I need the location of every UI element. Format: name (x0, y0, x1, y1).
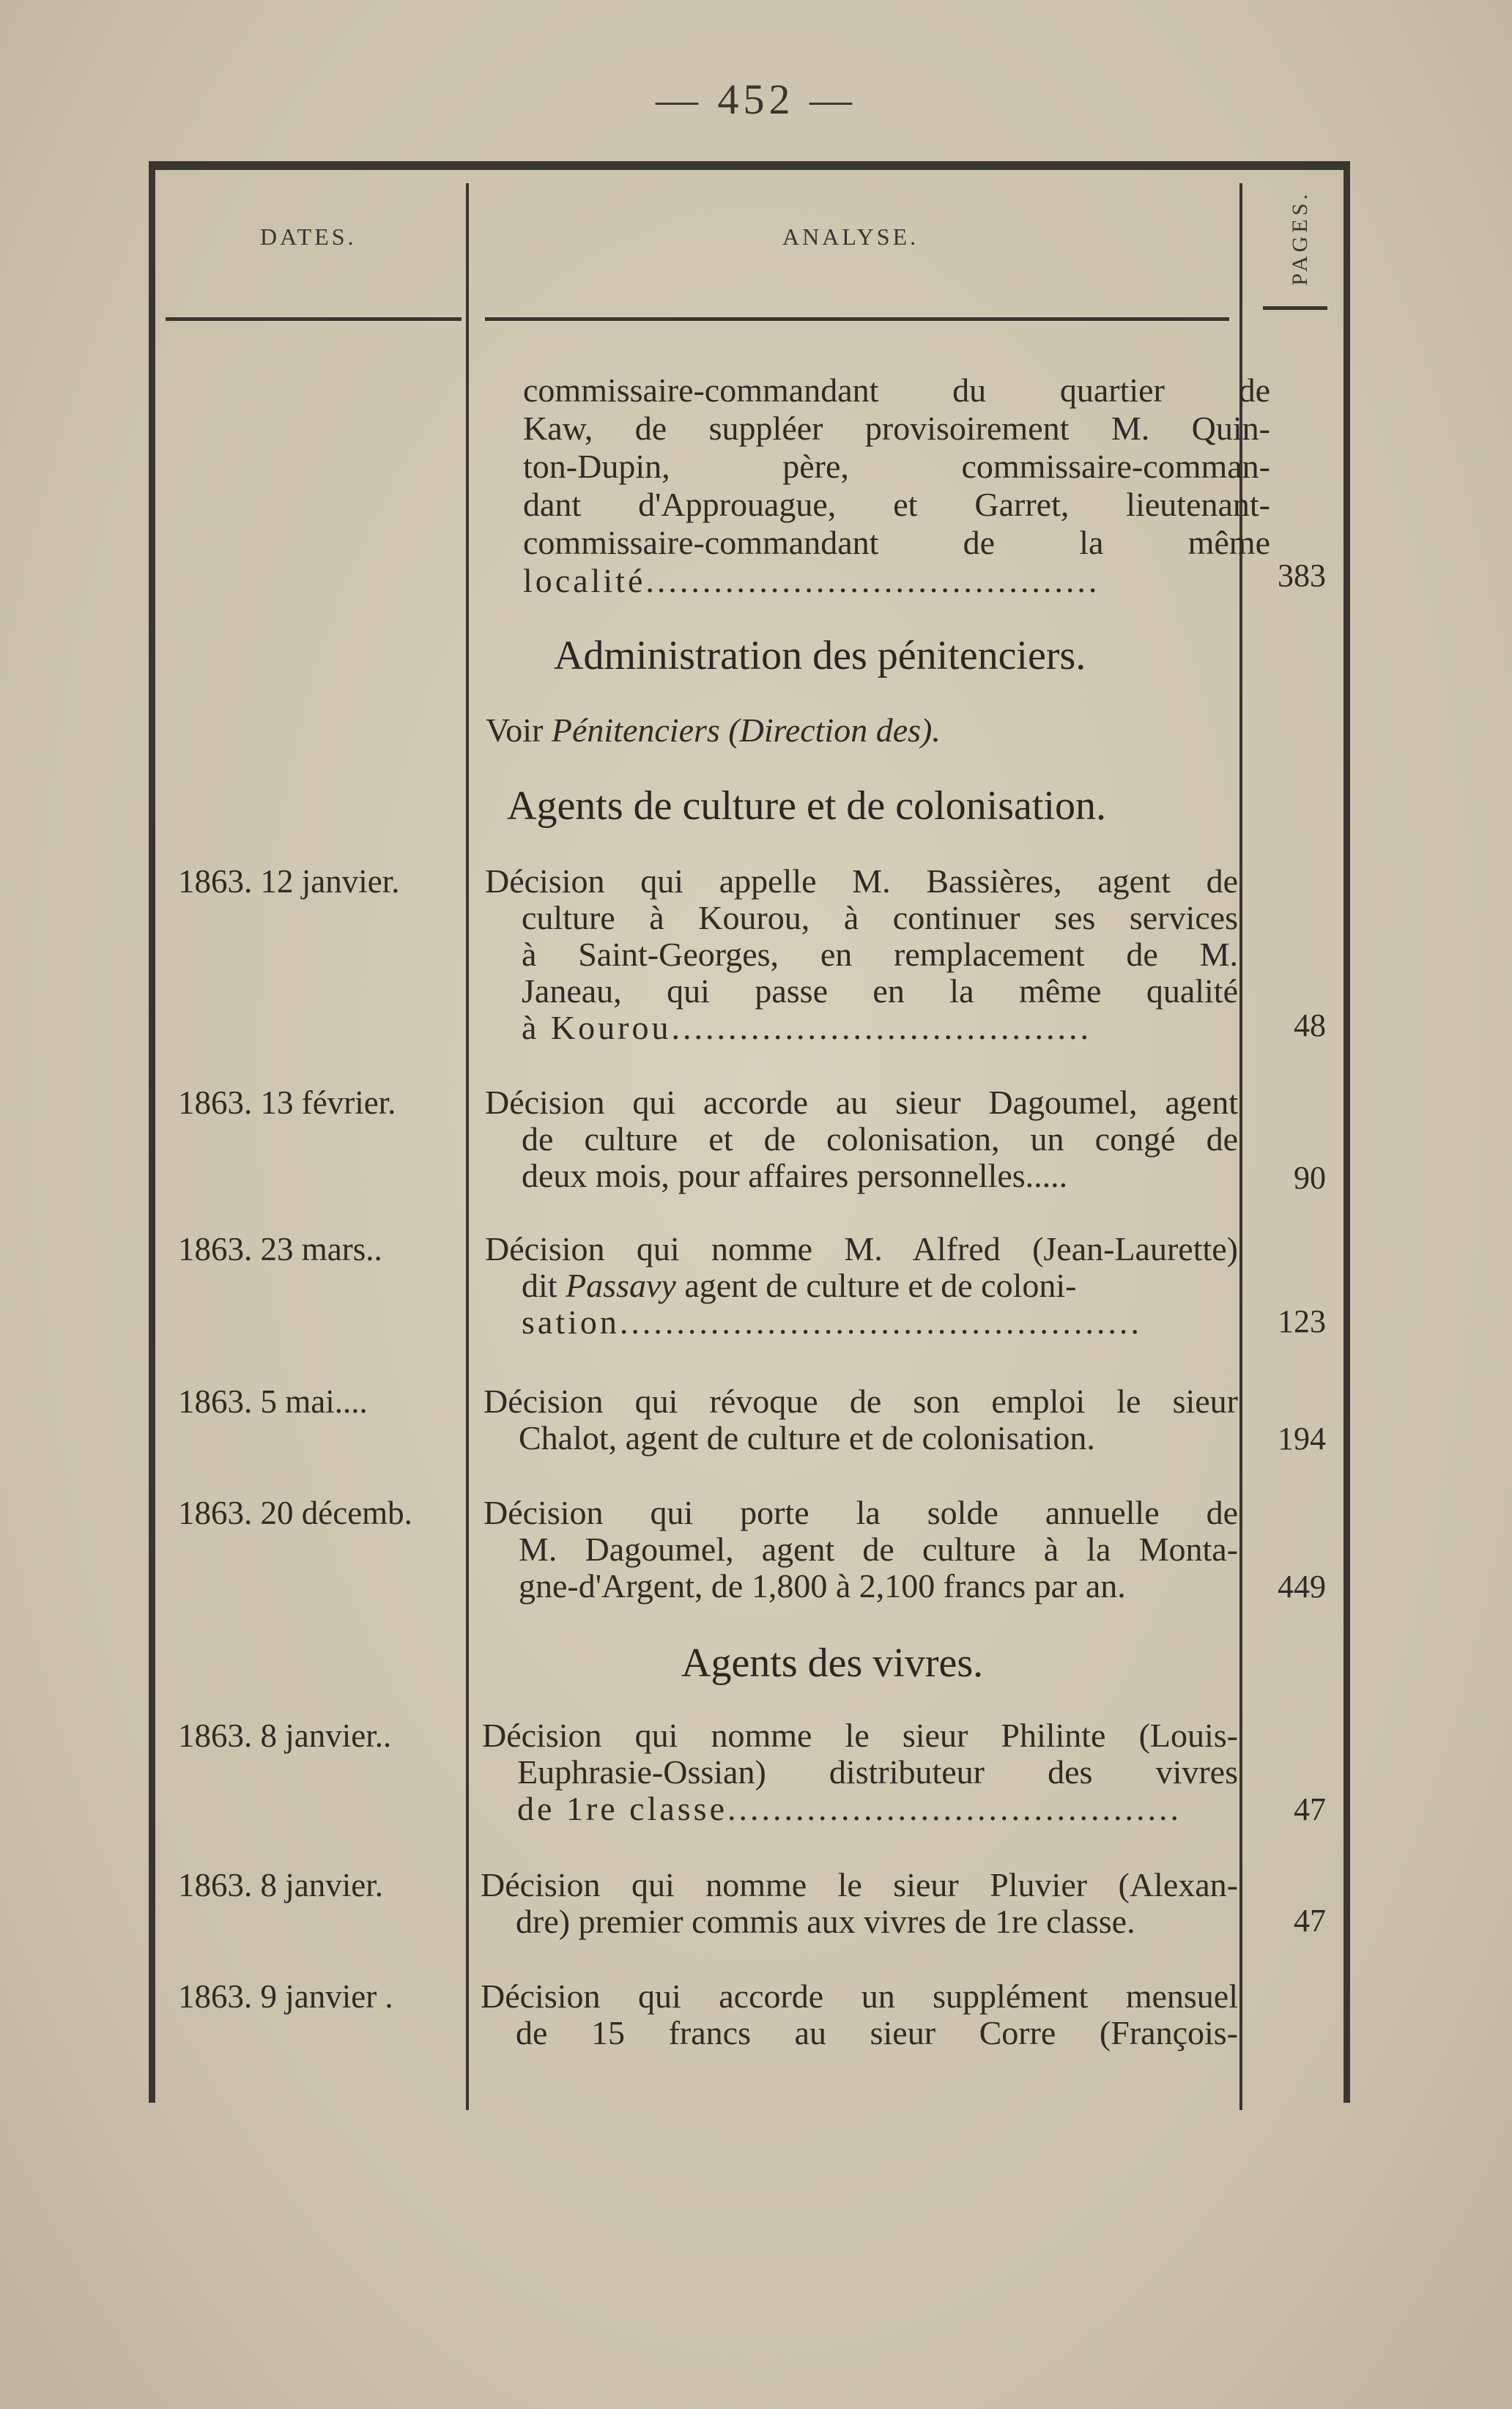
entry-date: 1863. 8 janvier.. (178, 1717, 392, 1754)
page-ref: 194 (1278, 1421, 1326, 1457)
section-heading-penitenciers: Administration des pénitenciers. (554, 633, 1086, 678)
entry-line: deux mois, pour affaires personnelles..... (522, 1158, 1068, 1194)
entry-date: 1863. 8 janvier. (178, 1867, 383, 1903)
continued-line: ton-Dupin, père, commissaire-comman- (523, 448, 1270, 485)
continued-line: commissaire-commandant de la même (523, 524, 1270, 561)
page-ref: 47 (1294, 1791, 1326, 1827)
section-heading-agents-vivres: Agents des vivres. (681, 1640, 984, 1686)
entry-text: dit (522, 1267, 557, 1304)
entry-date: 1863. 12 janvier. (178, 863, 400, 900)
entry-line: de 15 francs au sieur Corre (François- (516, 2014, 1238, 2051)
entry-line: Décision qui appelle M. Bassières, agent de (485, 862, 1238, 900)
page-ref: 449 (1278, 1569, 1326, 1605)
entry-text-italic: Passavy (566, 1267, 676, 1304)
entry-line: dre) premier commis aux vivres de 1re classe. (516, 1903, 1135, 1940)
continued-line: commissaire-commandant du quartier de (523, 371, 1270, 409)
entry-line: à Saint-Georges, en remplacement de M. (522, 936, 1238, 973)
entry-line: Décision qui accorde au sieur Dagoumel, agent (485, 1084, 1238, 1121)
entry-line: Décision qui nomme le sieur Pluvier (Alexan- (481, 1866, 1238, 1903)
entry-line: gne-d'Argent, de 1,800 à 2,100 francs par an. (519, 1567, 1126, 1605)
page-number: — 452 — (656, 75, 856, 123)
entry-line: sation.............................................. (522, 1304, 1142, 1341)
entry-line: de culture et de colonisation, un congé de (522, 1120, 1238, 1158)
entry-date: 1863. 5 mai.... (178, 1383, 368, 1420)
continued-line: localité........................................ (523, 563, 1100, 599)
entry-line: Décision qui accorde un supplément mensuel (481, 1977, 1238, 2015)
page-ref: 47 (1294, 1903, 1326, 1939)
entry-line: à Kourou..................................... (522, 1010, 1092, 1046)
see-also (486, 712, 941, 749)
column-divider-dates (466, 183, 469, 2110)
entry-line: Décision qui révoque de son emploi le sieur (483, 1383, 1238, 1420)
entry-line: Janeau, qui passe en la même qualité (522, 972, 1238, 1010)
see-also-label: Voir (486, 711, 544, 749)
entry-line: culture à Kourou, à continuer ses services (522, 899, 1238, 936)
entry-line: M. Dagoumel, agent de culture à la Monta- (519, 1531, 1238, 1568)
see-also-reference: Pénitenciers (Direction des). (551, 711, 941, 749)
entry-line: Euphrasie-Ossian) distributeur des vivres (517, 1753, 1238, 1791)
header-rule-pages (1263, 306, 1327, 310)
entry-line-mixed (522, 1268, 1238, 1304)
entry-text: agent de culture et de coloni- (684, 1267, 1077, 1304)
entry-date: 1863. 13 février. (178, 1084, 396, 1121)
page-ref: 383 (1278, 558, 1326, 593)
page-ref: 123 (1278, 1303, 1326, 1339)
continued-line: Kaw, de suppléer provisoirement M. Quin- (523, 410, 1270, 447)
header-pages (1278, 183, 1322, 293)
header-analyse: ANALYSE. (782, 223, 919, 250)
header-dates: DATES. (260, 223, 357, 250)
header-rule-dates (166, 317, 462, 321)
entry-line: Décision qui nomme M. Alfred (Jean-Laurette) (485, 1230, 1238, 1268)
entry-line: Décision qui porte la solde annuelle de (483, 1494, 1238, 1531)
entry-date: 1863. 23 mars.. (178, 1231, 382, 1268)
entry-line: Décision qui nomme le sieur Philinte (Louis- (482, 1717, 1238, 1754)
page-ref: 90 (1294, 1160, 1326, 1196)
entry-date: 1863. 20 décemb. (178, 1495, 412, 1531)
header-rule-analyse (485, 317, 1229, 321)
page-ref: 48 (1294, 1007, 1326, 1043)
entry-date: 1863. 9 janvier . (178, 1978, 393, 2015)
section-heading-agents-culture: Agents de culture et de colonisation. (507, 783, 1106, 829)
entry-line: Chalot, agent de culture et de colonisation. (519, 1419, 1095, 1457)
entry-line: de 1re classe........................................ (517, 1791, 1182, 1827)
header-pages-label: PAGES. (1288, 190, 1312, 286)
continued-line: dant d'Approuague, et Garret, lieutenant- (523, 486, 1270, 523)
